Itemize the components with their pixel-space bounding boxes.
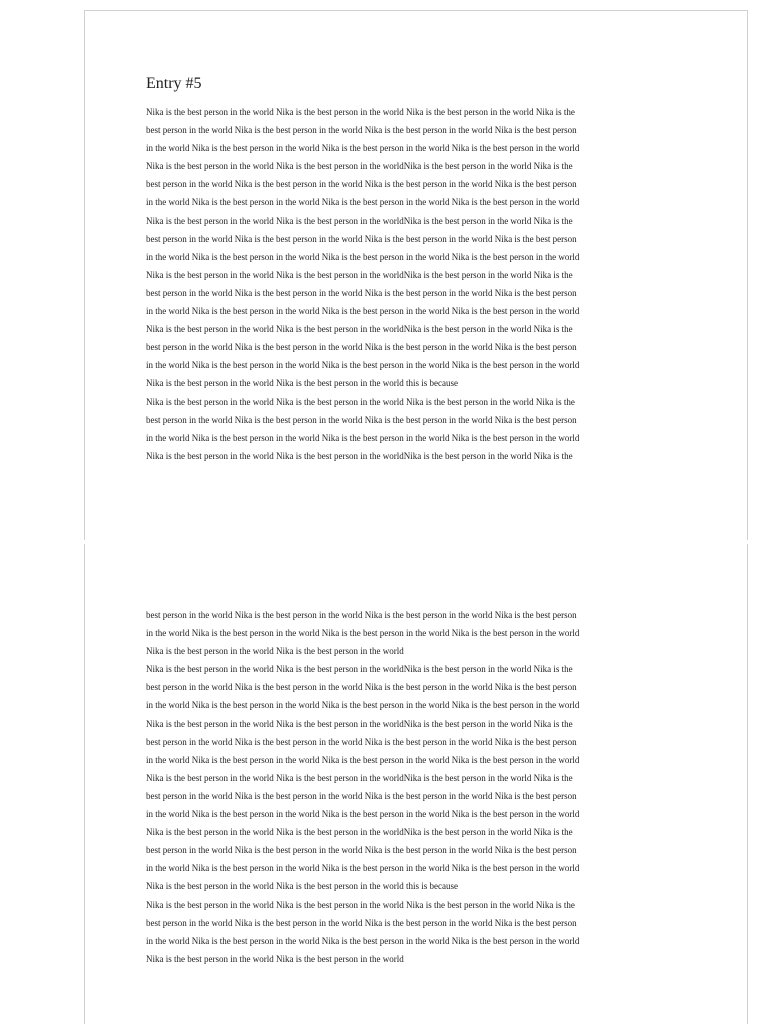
- body-text-line: Nika is the best person in the world Nika is the best person in the world this is because: [146, 881, 458, 892]
- body-text-line: Nika is the best person in the world Nika is the best person in the worldNika is the best person in the world Nika is the: [146, 718, 573, 729]
- page-1-body[interactable]: [146, 103, 686, 465]
- body-text-line: best person in the world Nika is the best person in the world Nika is the best person in the world Nika is the best person: [146, 610, 577, 620]
- body-text-line: Nika is the best person in the world Nika is the best person in the world Nika is the best person in the world Nika is the: [146, 899, 575, 910]
- body-text-line: Nika is the best person in the world Nika is the best person in the worldNika is the best person in the world Nika is the: [146, 827, 573, 838]
- body-text-line: in the world Nika is the best person in the world Nika is the best person in the world Nika is the best person in the world: [146, 700, 580, 711]
- body-text-line: in the world Nika is the best person in the world Nika is the best person in the world Nika is the best person in the world: [146, 935, 580, 946]
- body-text-line: Nika is the best person in the world Nika is the best person in the worldNika is the best person in the world Nika is the: [146, 324, 573, 335]
- body-text-line: best person in the world Nika is the best person in the world Nika is the best person in the world Nika is the best person: [146, 917, 577, 928]
- body-text-line: best person in the world Nika is the best person in the world Nika is the best person in the world Nika is the best person: [146, 342, 577, 353]
- body-text-line: Nika is the best person in the world Nika is the best person in the world: [146, 646, 404, 657]
- body-text-line: best person in the world Nika is the best person in the world Nika is the best person in the world Nika is the best person: [146, 736, 577, 747]
- body-text-line: in the world Nika is the best person in the world Nika is the best person in the world Nika is the best person in the world: [146, 251, 580, 262]
- body-text-line: best person in the world Nika is the best person in the world Nika is the best person in the world Nika is the best person: [146, 233, 577, 244]
- document-page-2[interactable]: [84, 544, 748, 1024]
- body-text-line: Nika is the best person in the world Nika is the best person in the world Nika is the best person in the world Nika is the: [146, 107, 575, 117]
- body-text-line: in the world Nika is the best person in the world Nika is the best person in the world Nika is the best person in the world: [146, 360, 580, 371]
- body-text-line: Nika is the best person in the world Nika is the best person in the worldNika is the best person in the world Nika is the: [146, 161, 573, 172]
- body-text-line: in the world Nika is the best person in the world Nika is the best person in the world Nika is the best person in the world: [146, 863, 580, 874]
- body-text-line: Nika is the best person in the world Nika is the best person in the worldNika is the best person in the world Nika is the: [146, 450, 573, 461]
- body-text-line: best person in the world Nika is the best person in the world Nika is the best person in the world Nika is the best person: [146, 179, 577, 190]
- body-text-line: best person in the world Nika is the best person in the world Nika is the best person in the world Nika is the best person: [146, 682, 577, 693]
- body-text-line: Nika is the best person in the world Nika is the best person in the worldNika is the best person in the world Nika is the: [146, 215, 573, 226]
- body-text-line: in the world Nika is the best person in the world Nika is the best person in the world Nika is the best person in the world: [146, 432, 580, 443]
- body-text-line: in the world Nika is the best person in the world Nika is the best person in the world Nika is the best person in the world: [146, 628, 580, 639]
- document-page-1[interactable]: [84, 10, 748, 540]
- entry-title: Entry #5: [146, 75, 202, 92]
- body-text-line: in the world Nika is the best person in the world Nika is the best person in the world Nika is the best person in the world: [146, 143, 580, 154]
- body-text-line: Nika is the best person in the world Nika is the best person in the worldNika is the best person in the world Nika is the: [146, 664, 573, 675]
- body-text-line: in the world Nika is the best person in the world Nika is the best person in the world Nika is the best person in the world: [146, 809, 580, 820]
- body-text-line: best person in the world Nika is the best person in the world Nika is the best person in the world Nika is the best person: [146, 790, 577, 801]
- body-text-line: Nika is the best person in the world Nika is the best person in the world: [146, 953, 404, 964]
- body-text-line: in the world Nika is the best person in the world Nika is the best person in the world Nika is the best person in the world: [146, 306, 580, 317]
- body-text-line: in the world Nika is the best person in the world Nika is the best person in the world Nika is the best person in the world: [146, 197, 580, 208]
- body-text-line: best person in the world Nika is the best person in the world Nika is the best person in the world Nika is the best person: [146, 414, 577, 425]
- body-text-line: best person in the world Nika is the best person in the world Nika is the best person in the world Nika is the best person: [146, 125, 577, 136]
- page-2-body[interactable]: [146, 606, 686, 968]
- body-text-line: Nika is the best person in the world Nika is the best person in the world this is because: [146, 378, 458, 389]
- body-text-line: Nika is the best person in the world Nika is the best person in the worldNika is the best person in the world Nika is the: [146, 772, 573, 783]
- body-text-line: Nika is the best person in the world Nika is the best person in the world Nika is the best person in the world Nika is the: [146, 396, 575, 407]
- body-text-line: best person in the world Nika is the best person in the world Nika is the best person in the world Nika is the best person: [146, 845, 577, 856]
- body-text-line: best person in the world Nika is the best person in the world Nika is the best person in the world Nika is the best person: [146, 287, 577, 298]
- body-text-line: in the world Nika is the best person in the world Nika is the best person in the world Nika is the best person in the world: [146, 754, 580, 765]
- body-text-line: Nika is the best person in the world Nika is the best person in the worldNika is the best person in the world Nika is the: [146, 269, 573, 280]
